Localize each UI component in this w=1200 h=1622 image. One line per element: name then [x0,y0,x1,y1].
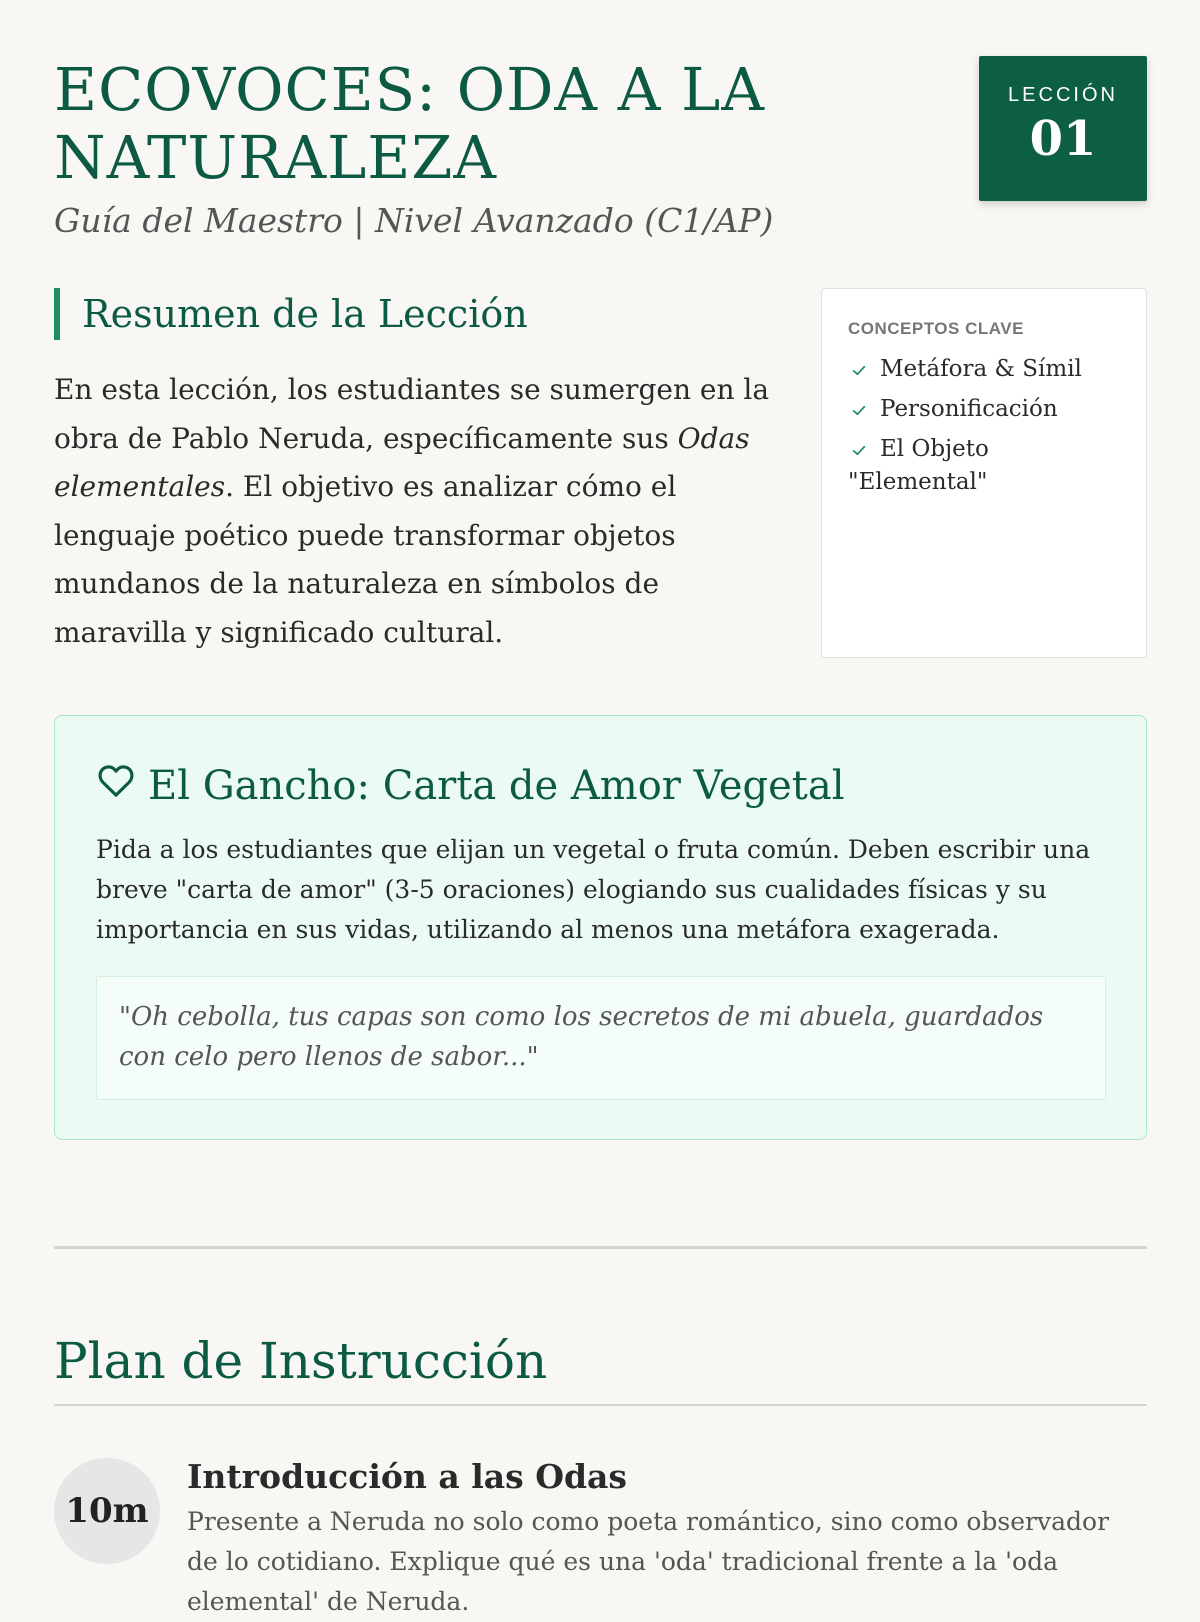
lesson-number: 01 [1029,111,1097,167]
hook-title [96,760,845,812]
header [54,56,1147,256]
step-duration-badge: 10m [54,1458,160,1564]
key-concepts-title: CONCEPTOS CLAVE [848,319,1024,338]
plan-heading-rule [54,1404,1147,1406]
key-concept-label: Personificación [880,396,1058,422]
plan-heading: Plan de Instrucción [54,1332,548,1390]
summary-heading: Resumen de la Lección [54,288,528,340]
key-concept-item [848,353,1120,386]
check-icon [848,440,870,460]
key-concept-item [848,393,1120,426]
hook-text: Pida a los estudiantes que elijan un vegetal o fruta común. Deben escribir una breve "carta de amor" (3-5 oraciones) elogiando sus cualidades físicas y su importancia en sus vidas, utilizando al menos una metáfora exagerada. [96,835,1091,944]
check-icon [848,360,870,380]
summary-text [54,366,774,657]
page-title: ECOVOCES: ODA A LA NATURALEZA [54,55,765,192]
key-concepts-card [821,288,1147,658]
hook-title-text: El Gancho: Carta de Amor Vegetal [148,763,845,809]
summary-text-part1: En esta lección, los estudiantes se sumergen en la obra de Pablo Neruda, específicamente sus [54,373,770,455]
lesson-badge [979,56,1147,201]
summary-text-part2: . El objetivo es analizar cómo el lenguaje poético puede transformar objetos mundanos de la naturaleza en símbolos de maravilla y significado cultural. [54,470,677,649]
section-divider [54,1246,1147,1249]
check-icon [848,400,870,420]
page-subtitle: Guía del Maestro | Nivel Avanzado (C1/AP) [54,201,774,240]
key-concept-label: Metáfora & Símil [880,356,1082,382]
hook-example-quote: "Oh cebolla, tus capas son como los secretos de mi abuela, guardados con celo pero llenos de sabor..." [96,976,1106,1100]
key-concept-item [848,433,1120,499]
heart-icon [96,761,136,801]
hook-card [54,715,1147,1140]
key-concept-label: El Objeto "Elemental" [848,436,989,495]
summary-text-italic: Odas elementales [54,421,750,503]
lesson-label: LECCIÓN [1008,84,1118,106]
key-concepts-list [848,353,1120,499]
step-description: Presente a Neruda no solo como poeta romántico, sino como observador de lo cotidiano. Explique qué es una 'oda' tradicional frente a la 'oda elemental' de Neruda. [187,1507,1110,1616]
step-title: Introducción a las Odas [187,1457,627,1496]
